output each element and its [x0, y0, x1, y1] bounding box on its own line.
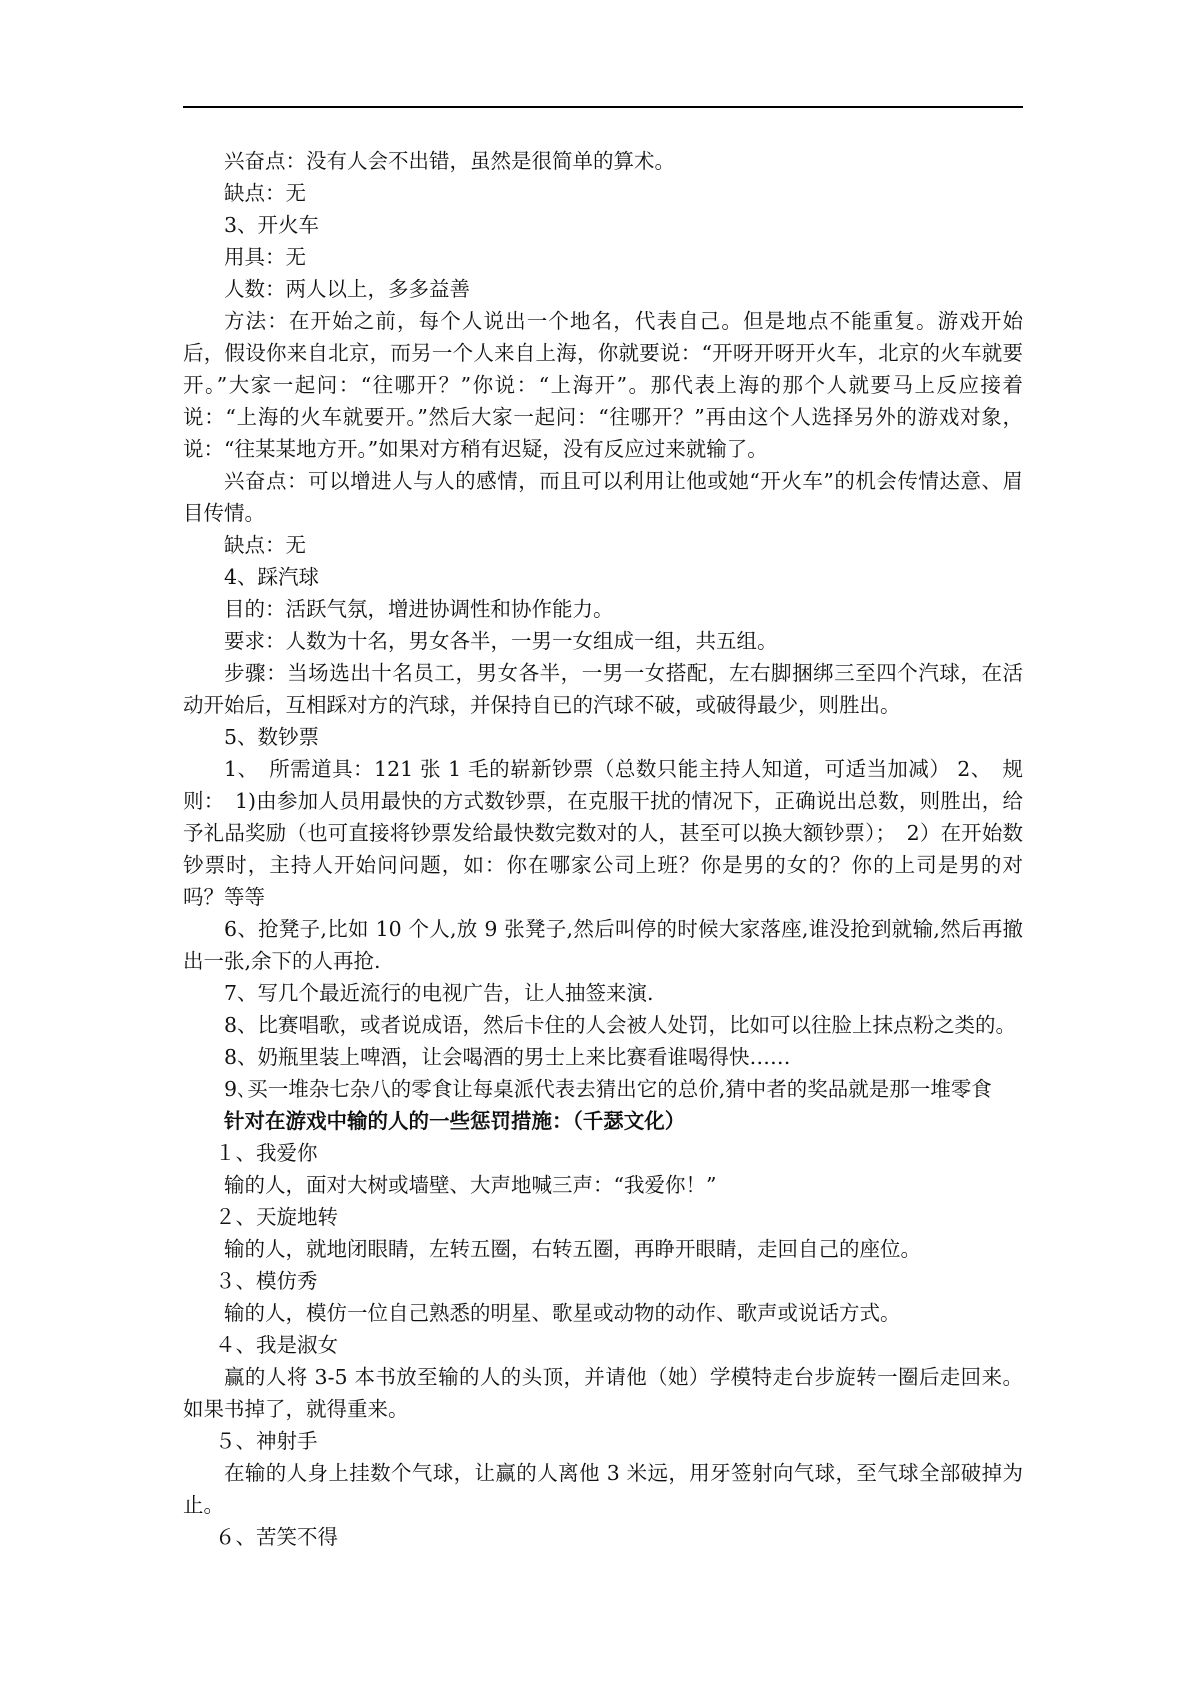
- list-item-heading: １、我爱你: [215, 1141, 318, 1165]
- document-body: [183, 145, 1023, 1553]
- paragraph: 方法：在开始之前，每个人说出一个地名，代表自己。但是地点不能重复。游戏开始后，假设你来自北京，而另一个人来自上海，你就要说：“开呀开呀开火车，北京的火车就要开。”大家一起问：“往哪开？”你说：“上海开”。那代表上海的那个人就要马上反应接着说：“上海的火车就要开。”然后大家一起问：“往哪开？”再由这个人选择另外的游戏对象，说：“往某某地方开。”如果对方稍有迟疑，没有反应过来就输了。: [183, 309, 1023, 461]
- paragraph: 8、奶瓶里装上啤酒，让会喝酒的男士上来比赛看谁喝得快……: [224, 1045, 791, 1069]
- paragraph: 要求：人数为十名，男女各半，一男一女组成一组，共五组。: [224, 629, 778, 653]
- paragraph: 输的人，就地闭眼睛，左转五圈，右转五圈，再睁开眼睛，走回自己的座位。: [224, 1237, 921, 1261]
- section-heading: 4、踩汽球: [224, 565, 320, 589]
- paragraph: 输的人，模仿一位自己熟悉的明星、歌星或动物的动作、歌声或说话方式。: [224, 1301, 901, 1325]
- list-item-heading: ６、苦笑不得: [215, 1525, 338, 1549]
- paragraph: 1、 所需道具：121 张 1 毛的崭新钞票（总数只能主持人知道，可适当加减） 2、 规则： 1)由参加人员用最快的方式数钞票，在克服干扰的情况下，正确说出总数，则胜出，给予礼品奖励（也可直接将钞票发给最快数完数对的人，甚至可以换大额钞票）； 2）在开始数钞票时，主持人开始问问题，如：你在哪家公司上班？你是男的女的？你的上司是男的对吗？等等: [183, 757, 1023, 909]
- paragraph: 8、比赛唱歌，或者说成语，然后卡住的人会被人处罚，比如可以往脸上抹点粉之类的。: [224, 1013, 1017, 1037]
- paragraph: 目的：活跃气氛，增进协调性和协作能力。: [224, 597, 614, 621]
- list-item-heading: ４、我是淑女: [215, 1333, 338, 1357]
- section-title-bold: 针对在游戏中输的人的一些惩罚措施：（千瑟文化）: [224, 1109, 686, 1133]
- paragraph: 缺点：无: [224, 181, 306, 205]
- paragraph: 缺点：无: [224, 533, 306, 557]
- list-item-heading: ２、天旋地转: [215, 1205, 338, 1229]
- paragraph: 兴奋点：没有人会不出错，虽然是很简单的算术。: [224, 149, 675, 173]
- paragraph: 人数：两人以上，多多益善: [224, 277, 470, 301]
- paragraph: 在输的人身上挂数个气球，让赢的人离他 3 米远，用牙签射向气球，至气球全部破掉为止。: [183, 1461, 1023, 1517]
- paragraph: 步骤：当场选出十名员工，男女各半，一男一女搭配，左右脚捆绑三至四个汽球，在活动开始后，互相踩对方的汽球，并保持自已的汽球不破，或破得最少，则胜出。: [183, 661, 1023, 717]
- list-item-heading: ３、模仿秀: [215, 1269, 318, 1293]
- list-item-heading: ５、神射手: [215, 1429, 318, 1453]
- paragraph: 6、抢凳子,比如 10 个人,放 9 张凳子,然后叫停的时候大家落座,谁没抢到就输,然后再撤出一张,余下的人再抢.: [183, 917, 1023, 973]
- paragraph: 兴奋点：可以增进人与人的感情，而且可以利用让他或她“开火车”的机会传情达意、眉目传情。: [183, 469, 1023, 525]
- paragraph: 7、写几个最近流行的电视广告，让人抽签来演.: [224, 981, 654, 1005]
- section-heading: 5、数钞票: [224, 725, 320, 749]
- paragraph: 用具：无: [224, 245, 306, 269]
- paragraph: 9､买一堆杂七杂八的零食让每桌派代表去猜出它的总价,猜中者的奖品就是那一堆零食: [224, 1077, 992, 1101]
- paragraph: 输的人，面对大树或墙壁、大声地喊三声：“我爱你！”: [224, 1173, 717, 1197]
- paragraph: 赢的人将 3-5 本书放至输的人的头顶，并请他（她）学模特走台步旋转一圈后走回来。如果书掉了，就得重来。: [183, 1365, 1023, 1421]
- section-heading: 3、开火车: [224, 213, 320, 237]
- header-rule: [183, 106, 1023, 108]
